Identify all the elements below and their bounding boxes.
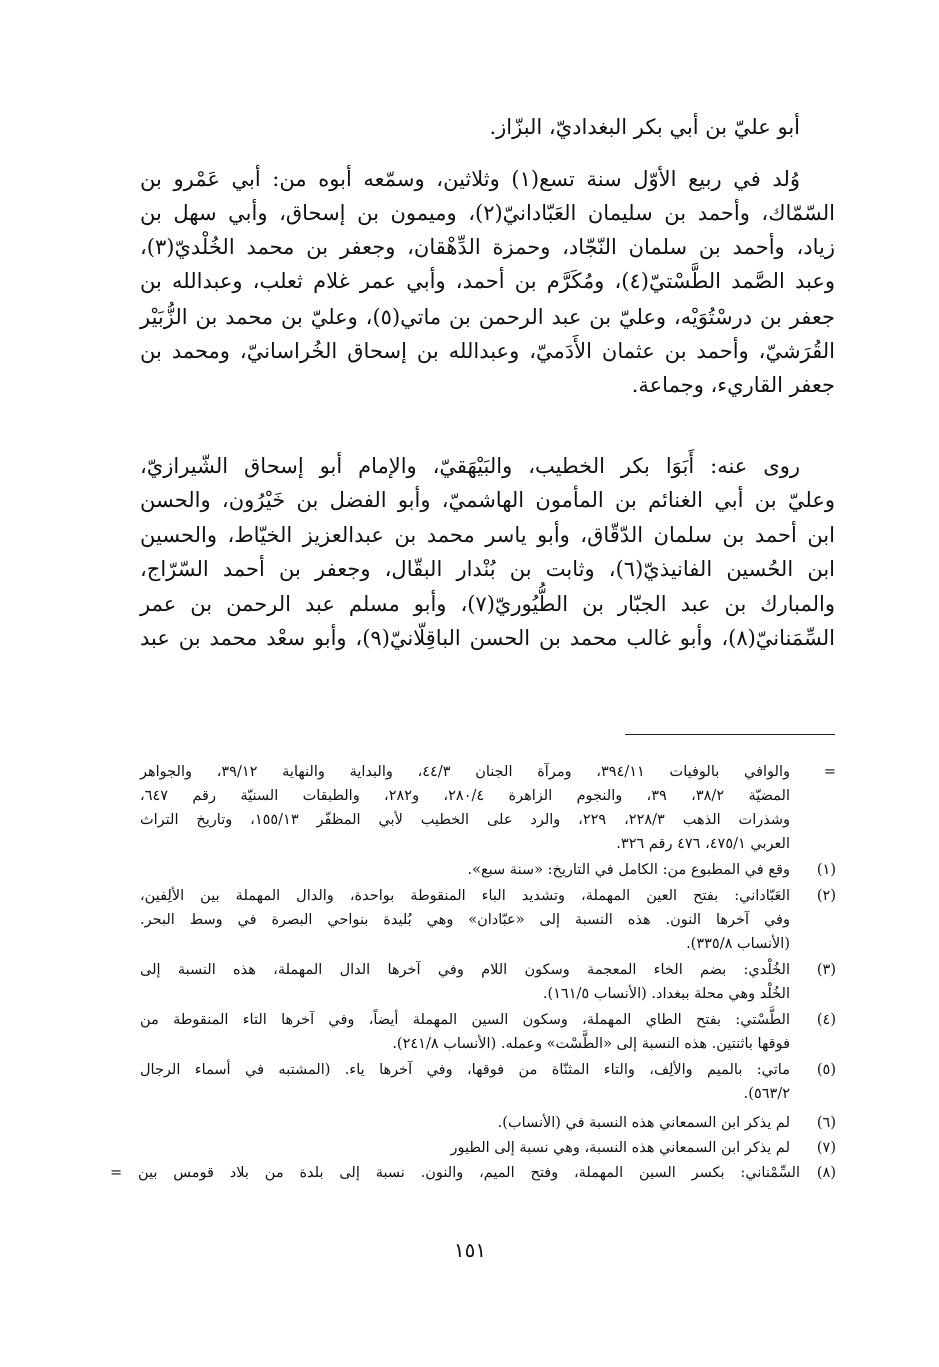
footnote-line: العَبّاداني: بفتح العين المهملة، وتشديد الباء المنقوطة بواحدة، والدال المهملة بين الألِفين، <box>140 888 791 904</box>
heading-line: أبو عليّ بن أبي بكر البغداديّ، البزّاز. <box>489 115 800 139</box>
page-number: ١٥١ <box>453 1238 487 1262</box>
text-line: السِّمَنانيّ(٨)، وأبو غالب محمد بن الحسن الباقِلّانيّ(٩)، وأبو سعْد محمد بن عبد <box>140 626 835 650</box>
text-line: والمبارك بن عبد الجبّار بن الطُّيُوريّ(٧)، وأبو مسلم عبد الرحمن بن عمر <box>140 592 835 616</box>
text-line: جعفر القاريء، وجماعة. <box>631 373 835 397</box>
footnote-line: العربي ٤٧٥/١، ٤٧٦ رقم ٣٢٦. <box>616 836 790 852</box>
footnote-number: (٧) <box>816 1140 836 1156</box>
footnote-line: (الأنساب ٣٣٥/٨). <box>686 936 790 952</box>
footnote-number: (٢) <box>816 888 836 904</box>
footnote-number: (٨) <box>816 1165 836 1181</box>
text-line: ابن أحمد بن سلمان الدّقّاق، وأبو ياسر محمد بن عبدالعزيز الخيّاط، والحسين <box>140 523 835 547</box>
footnote-line: ماتي: بالميم والألِف، والتاء المثنّاة من فوقها، وفي آخرها ياء. (المشتبه في أسماء الرجال <box>140 1062 790 1078</box>
footnote-line: الخُلْدي: بضم الخاء المعجمة وسكون اللام وفي آخرها الدال المهملة، هذه النسبة إلى <box>140 962 790 978</box>
footnote-number: (٦) <box>816 1115 836 1131</box>
text-line: وُلد في ربيع الأوّل سنة تسع(١) وثلاثين، وسمّعه أبوه من: أبي عَمْرو بن <box>140 167 800 191</box>
footnote-line: وشذرات الذهب ٢٢٨/٣، ٢٢٩، والرد على الخطيب لأبي المظفّر ١٥٥/١٣، وتاريخ التراث <box>140 812 790 828</box>
footnote-line: الطَّسْتي: بفتح الطاي المهملة، وسكون السين المهملة أيضاً، وفي آخرها التاء المنقوطة من <box>140 1012 790 1028</box>
text-line: زياد، وأحمد بن سلمان النّجّاد، وحمزة الدِّهْقان، وجعفر بن محمد الخُلْديّ(٣)، <box>140 235 835 259</box>
footnote-line: السِّمْناني: بكسر السين المهملة، وفتح الميم، والنون. نسبة إلى بلدة من بلاد قومس بين = <box>110 1165 800 1181</box>
footnote-line: وفي آخرها النون. هذه النسبة إلى «عبّادان» وهي بُليدة بنواحي البصرة في وسط البحر. <box>140 912 790 928</box>
text-line: القُرَشيّ، وأحمد بن عثمان الأَدَميّ، وعبدالله بن إسحاق الخُراسانيّ، ومحمد بن <box>140 339 835 363</box>
continuation-marker: = <box>823 764 836 780</box>
footnote-number: (٣) <box>816 962 836 978</box>
footnote-line: ٥٦٣/٢). <box>743 1086 790 1102</box>
footnote-line: الخُلْد وهي محلة ببغداد. (الأنساب ١٦١/٥). <box>542 986 790 1002</box>
footnote-line: لم يذكر ابن السمعاني هذه النسبة في (الأنساب). <box>497 1115 790 1131</box>
text-line: جعفر بن درسْتُوَيْه، وعليّ بن عبد الرحمن بن ماتي(٥)، وعليّ بن محمد بن الزُّبَيْر <box>140 305 835 329</box>
footnote-line: والوافي بالوفيات ٣٩٤/١١، ومرآة الجنان ٤٤/٣، والبداية والنهاية ٣٩/١٢، والجواهر <box>140 764 790 780</box>
text-line: روى عنه: أَبَوَا بكر الخطيب، والبَيْهَقيّ، والإمام أبو إسحاق الشّيرازيّ، <box>140 454 800 478</box>
footnote-number: (٤) <box>816 1012 836 1028</box>
footnote-number: (٥) <box>816 1062 836 1078</box>
footnote-separator <box>625 734 835 735</box>
text-line: السّمّاك، وأحمد بن سليمان العَبّادانيّ(٢)، وميمون بن إسحاق، وأبي سهل بن <box>140 201 836 225</box>
text-line: وعليّ بن أبي الغنائم بن المأمون الهاشميّ، وأبو الفضل بن خَيْرُون، والحسن <box>140 488 835 512</box>
footnote-line: لم يذكر ابن السمعاني هذه النسبة، وهي نسبة إلى الطيور <box>450 1140 790 1156</box>
text-line: ابن الحُسين الفانيذيّ(٦)، وثابت بن بُنْدار البقّال، وجعفر بن أحمد السّرّاج، <box>140 557 835 581</box>
footnote-line: المضيّة ٣٨/٢، ٣٩، والنجوم الزاهرة ٢٨٠/٤، و٢٨٢، والطبقات السنيّة رقم ٦٤٧، <box>140 788 791 804</box>
text-line: وعبد الصَّمد الطَّسْتيّ(٤)، ومُكَرَّم بن أحمد، وأبي عمر غلام ثعلب، وعبدالله بن <box>140 269 835 293</box>
footnote-line: وقع في المطبوع من: الكامل في التاريخ: «سنة سبع». <box>467 862 790 878</box>
footnote-number: (١) <box>816 862 836 878</box>
footnote-line: فوقها باثنتين. هذه النسبة إلى «الطَّسْت» وعمله. (الأنساب ٢٤١/٨). <box>392 1036 790 1052</box>
